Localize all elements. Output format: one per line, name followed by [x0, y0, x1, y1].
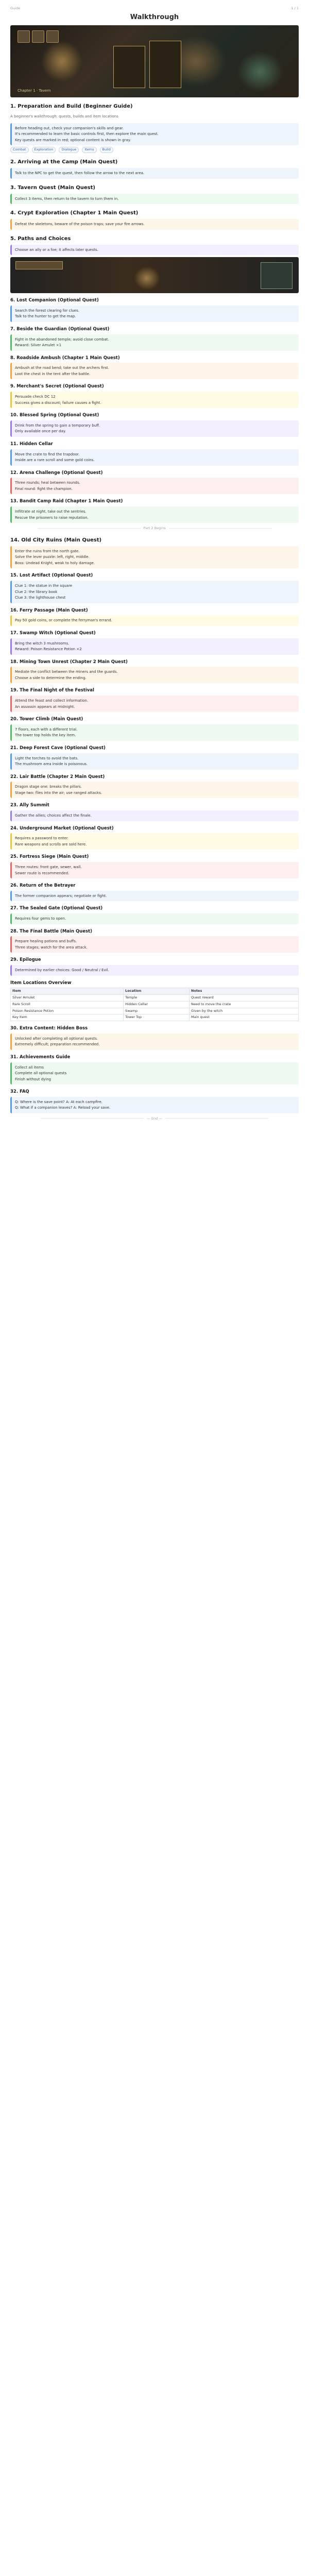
block-line: Q: What if a companion leaves? A: Reload your save.: [15, 1106, 111, 1110]
mid-box: [10, 546, 299, 569]
block-box: [10, 478, 299, 494]
block-line: The former companion appears; negotiate or fight.: [15, 893, 107, 898]
section-note-text: Collect 3 items, then return to the tavern to turn them in.: [15, 196, 119, 201]
block-line: Fight in the abandoned temple; avoid close combat.: [15, 337, 109, 342]
table-cell: Silver Amulet: [11, 995, 124, 1002]
block-box: [10, 782, 299, 798]
block-heading: 12. Arena Challenge (Optional Quest): [10, 470, 103, 476]
character-figure: [134, 266, 160, 290]
block-line: The mushroom area inside is poisonous.: [15, 762, 88, 766]
item-slot-icon: [18, 30, 30, 43]
table-header-row: [11, 988, 299, 995]
block-heading: 15. Lost Artifact (Optional Quest): [10, 573, 93, 579]
mid-line: Solve the lever puzzle: left, right, middle.: [15, 555, 90, 560]
table-cell: Need to move the crate: [190, 1001, 299, 1008]
block-line: Only available once per day.: [15, 429, 66, 434]
intro-line: Before heading out, check your companion's skills and gear.: [15, 126, 124, 130]
block-line: The tower top holds the key item.: [15, 733, 76, 738]
section-note: [10, 219, 299, 230]
section-note-text: Defeat the skeletons, beware of the poison traps; save your fire arrows.: [15, 222, 145, 226]
item-table: [10, 988, 299, 1021]
block-box: [10, 334, 299, 351]
block-heading: 27. The Sealed Gate (Optional Quest): [10, 906, 103, 911]
sections-list: [10, 158, 299, 255]
table-body: [11, 995, 299, 1021]
block-line: Pay 50 gold coins, or complete the ferryman's errand.: [15, 618, 112, 623]
block-line: Inside are a rare scroll and some gold coins.: [15, 458, 95, 462]
block-box: [10, 449, 299, 466]
block-line: Talk to the hunter to get the map.: [15, 314, 76, 319]
document-page: [10, 0, 299, 2576]
section-heading: 4. Crypt Exploration (Chapter 1 Main Quest): [10, 210, 139, 216]
banner-caption: Chapter 1 · Tavern: [18, 88, 51, 93]
block-box: [10, 638, 299, 655]
block-line: Persuade check DC 12: [15, 395, 56, 399]
block-heading: 9. Merchant's Secret (Optional Quest): [10, 384, 104, 389]
top-meta-right: 1 / 1: [291, 6, 299, 10]
mid-line: Boss: Undead Knight, weak to holy damage.: [15, 561, 95, 565]
table-row: [11, 1001, 299, 1008]
block-line: Dragon stage one: breaks the pillars.: [15, 785, 82, 789]
block-line: Clue 1: the statue in the square: [15, 584, 73, 588]
section-note-text: Talk to the NPC to get the quest, then follow the arrow to the next area.: [15, 171, 145, 175]
block-heading: 32. FAQ: [10, 1089, 29, 1094]
banner-glow: [237, 51, 283, 92]
block-line: Three rounds; heal between rounds.: [15, 481, 80, 485]
top-meta: [10, 6, 299, 11]
block-line: Requires a password to enter.: [15, 836, 69, 841]
block-line: Drink from the spring to gain a temporary buff.: [15, 423, 100, 428]
tag-pill[interactable]: Combat: [10, 147, 29, 153]
block-heading: 30. Extra Content: Hidden Boss: [10, 1026, 88, 1031]
table-row: [11, 995, 299, 1002]
block-box: [10, 965, 299, 976]
block-line: Move the crate to find the trapdoor.: [15, 452, 80, 456]
block-line: Search the forest clearing for clues.: [15, 308, 79, 313]
table-cell: Quest reward: [190, 995, 299, 1002]
block-line: Collect all items: [15, 1065, 44, 1070]
block-box: [10, 392, 299, 408]
block-line: Determined by earlier choices: Good / Neutral / Evil.: [15, 968, 109, 972]
item-slot-icon: [32, 30, 44, 43]
table-title: Item Locations Overview: [10, 980, 72, 986]
banner-card: [149, 41, 181, 88]
section-note: [10, 168, 299, 179]
block-line: Clue 2: the library book: [15, 589, 58, 594]
block-box: [10, 363, 299, 379]
block-line: Gather the allies; choices affect the finale.: [15, 814, 92, 818]
minimap: [261, 262, 293, 289]
block-line: Complete all optional quests: [15, 1071, 67, 1075]
block-heading: 25. Fortress Siege (Main Quest): [10, 854, 89, 860]
table-header-cell: Location: [124, 988, 190, 995]
block-heading: 24. Underground Market (Optional Quest): [10, 825, 114, 831]
block-line: Sewer route is recommended.: [15, 871, 70, 875]
block-box: [10, 615, 299, 626]
block-heading: 7. Beside the Guardian (Optional Quest): [10, 326, 110, 332]
table-cell: Hidden Cellar: [124, 1001, 190, 1008]
section-heading: 5. Paths and Choices: [10, 235, 71, 242]
table-header-cell: Notes: [190, 988, 299, 995]
block-line: Requires four gems to open.: [15, 917, 66, 921]
intro-line: It's recommended to learn the basic controls first, then explore the main quest.: [15, 132, 159, 137]
block-box: [10, 667, 299, 683]
block-box: [10, 913, 299, 924]
table-cell: Given by the witch: [190, 1008, 299, 1014]
block-line: Finish without dying: [15, 1077, 52, 1081]
block-heading: 8. Roadside Ambush (Chapter 1 Main Quest): [10, 355, 120, 361]
block-line: Three stages; watch for the area attack.: [15, 945, 88, 950]
block-heading: 11. Hidden Cellar: [10, 441, 53, 447]
tag-pill[interactable]: Build: [100, 147, 113, 153]
game-screenshot: [10, 257, 299, 293]
block-heading: 6. Lost Companion (Optional Quest): [10, 298, 99, 303]
block-box: [10, 724, 299, 741]
table-cell: Swamp: [124, 1008, 190, 1014]
block-box: [10, 1097, 299, 1113]
intro-box: [10, 123, 299, 146]
hero-banner: [10, 25, 299, 97]
banner-glow: [41, 41, 82, 82]
block-line: Ambush at the road bend; take out the archers first.: [15, 366, 109, 370]
block-line: Q: Where is the save point? A: At each campfire.: [15, 1099, 103, 1104]
block-heading: 13. Bandit Camp Raid (Chapter 1 Main Quest): [10, 499, 123, 504]
section-note: [10, 194, 299, 205]
block-line: 7 floors, each with a different trial.: [15, 727, 78, 732]
table-cell: Poison Resistance Potion: [11, 1008, 124, 1014]
tag-row: [10, 147, 299, 153]
block-heading: 16. Ferry Passage (Main Quest): [10, 607, 88, 613]
section-note: [10, 245, 299, 256]
more-quest-blocks: [10, 572, 299, 975]
block-line: Extremely difficult; preparation recommended.: [15, 1042, 100, 1047]
block-line: Bring the witch 3 mushrooms.: [15, 641, 70, 646]
block-line: Success gives a discount; failure causes a fight.: [15, 400, 101, 405]
block-line: Mediate the conflict between the miners and the guards.: [15, 670, 118, 674]
tail-blocks: [10, 1025, 299, 1113]
tag-pill[interactable]: Dialogue: [59, 147, 79, 153]
block-line: Choose a side to determine the ending.: [15, 675, 87, 680]
block-heading: 23. Ally Summit: [10, 803, 49, 808]
table-cell: Main quest: [190, 1014, 299, 1021]
block-line: Three routes: front gate, sewer, wall.: [15, 865, 82, 869]
quest-blocks: [10, 297, 299, 523]
tag-pill[interactable]: Items: [82, 147, 96, 153]
block-line: Prepare healing potions and buffs.: [15, 939, 77, 944]
block-line: An assassin appears at midnight.: [15, 704, 75, 709]
subtitle: A beginner's walkthrough: quests, builds and item locations: [10, 114, 118, 119]
block-box: [10, 936, 299, 953]
block-box: [10, 581, 299, 603]
block-line: Unlocked after completing all optional quests.: [15, 1036, 98, 1041]
block-box: [10, 810, 299, 821]
end-note: — End —: [10, 1116, 299, 1122]
block-heading: 26. Return of the Betrayer: [10, 883, 76, 888]
block-heading: 22. Lair Battle (Chapter 2 Main Quest): [10, 774, 105, 779]
block-line: Final round: fight the champion.: [15, 486, 73, 491]
section-note-text: Choose an ally or a foe; it affects later quests.: [15, 247, 98, 252]
block-box: [10, 862, 299, 878]
block-heading: 29. Epilogue: [10, 957, 41, 963]
intro-line: Key quests are marked in red; optional content is shown in gray.: [15, 138, 131, 142]
page-title: Walkthrough: [130, 13, 179, 21]
section-heading: 2. Arriving at the Camp (Main Quest): [10, 159, 118, 165]
block-box: [10, 696, 299, 712]
block-line: Infiltrate at night, take out the sentries.: [15, 510, 87, 514]
table-cell: Tower Top: [124, 1014, 190, 1021]
table-cell: Temple: [124, 995, 190, 1002]
block-box: [10, 1033, 299, 1050]
block-line: Loot the chest in the tent after the battle.: [15, 371, 91, 376]
block-line: Rare weapons and scrolls are sold here.: [15, 842, 87, 846]
block-line: Reward: Poison Resistance Potion ×2: [15, 647, 82, 651]
hud-bar: [15, 261, 63, 269]
block-box: [10, 506, 299, 523]
block-heading: 28. The Final Battle (Main Quest): [10, 928, 93, 934]
block-box: [10, 753, 299, 770]
block-line: Light the torches to avoid the bats.: [15, 756, 79, 760]
block-line: Attend the feast and collect information.: [15, 699, 89, 703]
block-box: [10, 306, 299, 322]
table-row: [11, 1014, 299, 1021]
section-divider: Part 2 Begins: [10, 526, 299, 531]
top-meta-left: Guide: [10, 6, 21, 10]
block-box: [10, 891, 299, 902]
block-heading: 17. Swamp Witch (Optional Quest): [10, 630, 96, 636]
table-row: [11, 1008, 299, 1014]
banner-icon-row: [18, 30, 59, 43]
block-line: Reward: Silver Amulet ×1: [15, 343, 62, 347]
block-line: Clue 3: the lighthouse chest: [15, 596, 66, 600]
block-heading: 18. Mining Town Unrest (Chapter 2 Main Quest): [10, 659, 128, 665]
footer-space: [10, 1125, 299, 1127]
block-box: [10, 1062, 299, 1085]
intro-section: [10, 103, 299, 153]
item-slot-icon: [46, 30, 59, 43]
block-heading: 10. Blessed Spring (Optional Quest): [10, 413, 99, 418]
mid-line: Enter the ruins from the north gate.: [15, 549, 80, 553]
block-heading: 20. Tower Climb (Main Quest): [10, 717, 83, 722]
section-heading: 14. Old City Ruins (Main Quest): [10, 537, 102, 543]
section-heading: 1. Preparation and Build (Beginner Guide): [10, 104, 133, 110]
block-line: Stage two: flies into the air; use ranged attacks.: [15, 790, 102, 795]
tag-pill[interactable]: Exploration: [32, 147, 56, 153]
block-box: [10, 420, 299, 437]
block-heading: 31. Achievements Guide: [10, 1054, 71, 1060]
table-cell: Rare Scroll: [11, 1001, 124, 1008]
block-box: [10, 833, 299, 850]
block-heading: 21. Deep Forest Cave (Optional Quest): [10, 745, 106, 751]
block-heading: 19. The Final Night of the Festival: [10, 688, 94, 693]
banner-card: [113, 46, 145, 88]
block-line: Rescue the prisoners to raise reputation.: [15, 515, 89, 520]
section-heading: 3. Tavern Quest (Main Quest): [10, 184, 95, 191]
table-cell: Key Item: [11, 1014, 124, 1021]
table-header-cell: Item: [11, 988, 124, 995]
